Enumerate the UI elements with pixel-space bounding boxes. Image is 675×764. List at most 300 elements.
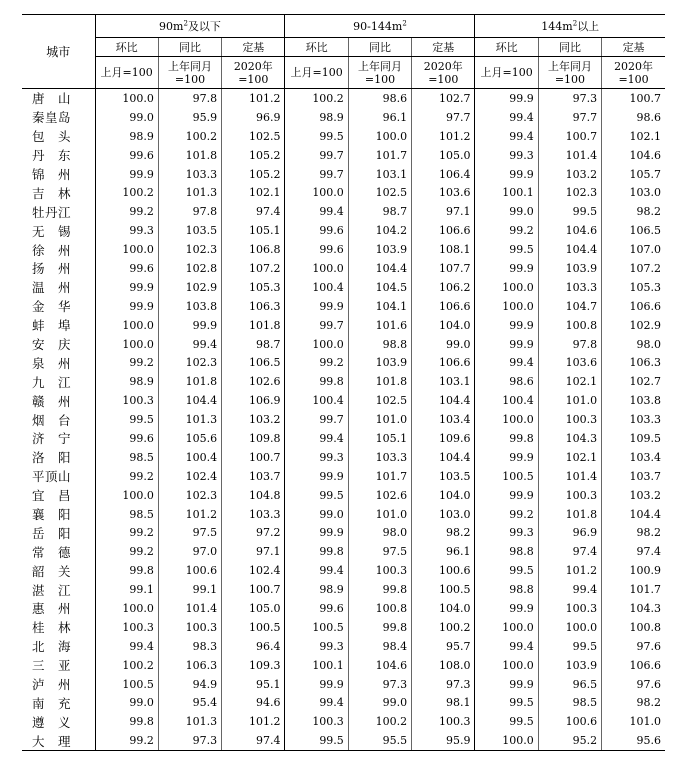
value-cell: 100.3 [538, 410, 601, 429]
value-cell: 97.3 [538, 89, 601, 108]
value-cell: 98.0 [348, 523, 411, 542]
value-cell: 99.0 [412, 335, 475, 354]
value-cell: 100.8 [602, 618, 665, 637]
table-row [22, 183, 665, 202]
city-cell: 牡丹江 [32, 204, 71, 220]
city-cell: 秦皇岛 [32, 110, 71, 126]
base-cell [95, 57, 158, 89]
base-cell [412, 57, 475, 89]
value-cell: 100.0 [475, 731, 538, 750]
base-line-1: 上月=100 [290, 66, 343, 79]
value-cell: 101.8 [348, 372, 411, 391]
value-cell: 97.8 [158, 202, 221, 221]
value-cell: 100.9 [602, 561, 665, 580]
value-cell: 99.6 [285, 599, 348, 618]
value-cell: 100.5 [412, 580, 475, 599]
value-cell: 103.7 [602, 467, 665, 486]
table-row [22, 221, 665, 240]
value-cell: 99.5 [285, 731, 348, 750]
city-cell: 遵义 [32, 714, 71, 730]
city-cell: 惠州 [32, 601, 71, 617]
city-cell: 无锡 [32, 223, 71, 239]
city-cell: 烟台 [32, 412, 71, 428]
value-cell: 99.3 [285, 637, 348, 656]
base-cell [222, 57, 285, 89]
value-cell: 100.0 [95, 89, 158, 108]
value-cell: 100.3 [412, 712, 475, 731]
value-cell: 99.0 [95, 694, 158, 713]
subheader-cell: 同比 [348, 38, 411, 57]
value-cell: 106.5 [222, 353, 285, 372]
value-cell: 97.7 [412, 108, 475, 127]
value-cell: 102.6 [222, 372, 285, 391]
value-cell: 101.2 [222, 89, 285, 108]
value-cell: 97.2 [222, 523, 285, 542]
value-cell: 95.9 [412, 731, 475, 750]
value-cell: 103.1 [412, 372, 475, 391]
city-cell: 常德 [32, 544, 71, 560]
value-cell: 99.7 [285, 146, 348, 165]
value-cell: 94.9 [158, 675, 221, 694]
subheader-cell: 同比 [158, 38, 221, 57]
value-cell: 99.5 [285, 486, 348, 505]
value-cell: 104.6 [538, 221, 601, 240]
value-cell: 100.8 [348, 599, 411, 618]
base-cell [602, 57, 665, 89]
value-cell: 100.4 [158, 448, 221, 467]
value-cell: 102.8 [158, 259, 221, 278]
value-cell: 100.7 [538, 127, 601, 146]
value-cell: 100.0 [95, 240, 158, 259]
value-cell: 97.4 [222, 202, 285, 221]
value-cell: 107.0 [602, 240, 665, 259]
value-cell: 99.4 [475, 108, 538, 127]
value-cell: 100.4 [285, 391, 348, 410]
value-cell: 102.4 [222, 561, 285, 580]
table-row [22, 89, 665, 108]
value-cell: 100.4 [475, 391, 538, 410]
city-cell: 宜昌 [32, 488, 71, 504]
table-row [22, 297, 665, 316]
subheader-cell: 环比 [475, 38, 538, 57]
value-cell: 102.3 [158, 353, 221, 372]
value-cell: 99.4 [285, 202, 348, 221]
value-cell: 103.7 [222, 467, 285, 486]
value-cell: 100.2 [158, 127, 221, 146]
value-cell: 99.9 [475, 448, 538, 467]
value-cell: 99.4 [285, 429, 348, 448]
city-cell: 徐州 [32, 242, 71, 258]
table-row [22, 467, 665, 486]
value-cell: 103.3 [602, 410, 665, 429]
value-cell: 99.9 [475, 316, 538, 335]
value-cell: 99.6 [285, 221, 348, 240]
value-cell: 100.2 [95, 183, 158, 202]
value-cell: 98.2 [602, 694, 665, 713]
value-cell: 99.2 [285, 353, 348, 372]
value-cell: 100.0 [285, 335, 348, 354]
value-cell: 107.2 [222, 259, 285, 278]
value-cell: 95.6 [602, 731, 665, 750]
value-cell: 98.8 [475, 580, 538, 599]
value-cell: 109.6 [412, 429, 475, 448]
value-cell: 99.9 [95, 165, 158, 184]
city-cell: 桂林 [32, 620, 71, 636]
value-cell: 106.8 [222, 240, 285, 259]
value-cell: 100.5 [285, 618, 348, 637]
subheader-cell: 环比 [95, 38, 158, 57]
value-cell: 100.2 [348, 712, 411, 731]
value-cell: 98.2 [602, 523, 665, 542]
value-cell: 103.6 [412, 183, 475, 202]
value-cell: 99.9 [475, 599, 538, 618]
value-cell: 99.5 [538, 637, 601, 656]
value-cell: 102.9 [602, 316, 665, 335]
value-cell: 103.3 [348, 448, 411, 467]
value-cell: 99.4 [538, 580, 601, 599]
value-cell: 96.5 [538, 675, 601, 694]
city-cell: 大理 [22, 731, 95, 750]
value-cell: 105.1 [222, 221, 285, 240]
value-cell: 104.0 [412, 486, 475, 505]
value-cell: 103.9 [348, 240, 411, 259]
value-cell: 95.2 [538, 731, 601, 750]
value-cell: 105.2 [222, 165, 285, 184]
table-row [22, 165, 665, 184]
value-cell: 105.7 [602, 165, 665, 184]
base-line-2: =100 [364, 72, 396, 86]
value-cell: 97.6 [602, 675, 665, 694]
value-cell: 102.5 [348, 391, 411, 410]
subheader-cell: 环比 [285, 38, 348, 57]
base-line-2: =100 [238, 72, 269, 86]
group-header-small: $90m^2$及以下 [95, 15, 285, 38]
value-cell: 99.7 [285, 316, 348, 335]
value-cell: 99.8 [475, 429, 538, 448]
value-cell: 99.7 [285, 165, 348, 184]
value-cell: 101.8 [158, 372, 221, 391]
value-cell: 99.2 [95, 542, 158, 561]
value-cell: 100.5 [95, 675, 158, 694]
value-cell: 96.1 [348, 108, 411, 127]
value-cell: 97.3 [412, 675, 475, 694]
value-cell: 106.6 [602, 656, 665, 675]
value-cell: 104.6 [348, 656, 411, 675]
value-cell: 99.8 [285, 372, 348, 391]
table-row [22, 372, 665, 391]
value-cell: 100.4 [285, 278, 348, 297]
value-cell: 105.3 [222, 278, 285, 297]
value-cell: 103.9 [538, 259, 601, 278]
value-cell: 101.4 [158, 599, 221, 618]
value-cell: 99.5 [475, 712, 538, 731]
value-cell: 100.3 [285, 712, 348, 731]
value-cell: 99.9 [95, 297, 158, 316]
value-cell: 104.0 [412, 599, 475, 618]
value-cell: 95.9 [158, 108, 221, 127]
value-cell: 98.9 [285, 108, 348, 127]
value-cell: 100.1 [285, 656, 348, 675]
value-cell: 106.9 [222, 391, 285, 410]
value-cell: 101.0 [348, 410, 411, 429]
value-cell: 99.6 [95, 146, 158, 165]
value-cell: 107.2 [602, 259, 665, 278]
value-cell: 100.0 [285, 183, 348, 202]
value-cell: 99.4 [475, 637, 538, 656]
value-cell: 99.6 [285, 240, 348, 259]
value-cell: 97.4 [222, 731, 285, 750]
value-cell: 99.4 [158, 335, 221, 354]
value-cell: 101.4 [538, 146, 601, 165]
value-cell: 98.3 [158, 637, 221, 656]
value-cell: 97.8 [158, 89, 221, 108]
value-cell: 102.7 [412, 89, 475, 108]
city-cell: 襄阳 [32, 507, 71, 523]
header-row-bases [22, 57, 665, 89]
value-cell: 100.3 [348, 561, 411, 580]
value-cell: 109.8 [222, 429, 285, 448]
value-cell: 103.8 [602, 391, 665, 410]
value-cell: 99.4 [285, 561, 348, 580]
table-row [22, 599, 665, 618]
value-cell: 100.0 [95, 486, 158, 505]
value-cell: 99.6 [95, 429, 158, 448]
table-row [22, 391, 665, 410]
table-row [22, 108, 665, 127]
value-cell: 100.3 [95, 391, 158, 410]
value-cell: 104.1 [348, 297, 411, 316]
value-cell: 106.3 [158, 656, 221, 675]
value-cell: 97.3 [158, 731, 221, 750]
value-cell: 99.9 [95, 278, 158, 297]
base-cell [285, 57, 348, 89]
value-cell: 100.1 [475, 183, 538, 202]
base-line-2: =100 [428, 72, 459, 86]
value-cell: 98.6 [348, 89, 411, 108]
value-cell: 100.0 [475, 410, 538, 429]
value-cell: 99.0 [95, 108, 158, 127]
value-cell: 99.4 [285, 694, 348, 713]
value-cell: 99.9 [285, 675, 348, 694]
value-cell: 101.7 [602, 580, 665, 599]
value-cell: 106.6 [412, 221, 475, 240]
value-cell: 98.1 [412, 694, 475, 713]
value-cell: 98.2 [412, 523, 475, 542]
value-cell: 99.2 [95, 353, 158, 372]
value-cell: 99.8 [95, 712, 158, 731]
value-cell: 100.7 [222, 580, 285, 599]
price-index-table-container [22, 14, 665, 751]
value-cell: 104.6 [602, 146, 665, 165]
value-cell: 99.9 [475, 675, 538, 694]
value-cell: 103.1 [348, 165, 411, 184]
value-cell: 103.9 [538, 656, 601, 675]
value-cell: 101.0 [538, 391, 601, 410]
city-cell: 泉州 [32, 355, 71, 371]
base-line-1: 上年同月 [357, 59, 402, 73]
value-cell: 101.2 [538, 561, 601, 580]
value-cell: 100.3 [538, 599, 601, 618]
value-cell: 97.4 [602, 542, 665, 561]
value-cell: 99.1 [95, 580, 158, 599]
value-cell: 104.4 [412, 391, 475, 410]
value-cell: 96.1 [412, 542, 475, 561]
table-row [22, 523, 665, 542]
value-cell: 108.1 [412, 240, 475, 259]
value-cell: 100.2 [285, 89, 348, 108]
value-cell: 106.5 [602, 221, 665, 240]
city-cell: 三亚 [32, 658, 71, 674]
city-cell: 韶关 [32, 563, 71, 579]
value-cell: 101.3 [158, 183, 221, 202]
value-cell: 104.2 [348, 221, 411, 240]
value-cell: 95.1 [222, 675, 285, 694]
subheader-cell: 同比 [538, 38, 601, 57]
header-row-groups [22, 15, 665, 38]
value-cell: 100.3 [95, 618, 158, 637]
value-cell: 101.8 [222, 316, 285, 335]
value-cell: 105.2 [222, 146, 285, 165]
value-cell: 98.8 [475, 542, 538, 561]
value-cell: 99.9 [475, 335, 538, 354]
value-cell: 99.0 [348, 694, 411, 713]
value-cell: 98.7 [348, 202, 411, 221]
value-cell: 99.0 [475, 202, 538, 221]
value-cell: 95.5 [348, 731, 411, 750]
value-cell: 99.9 [285, 523, 348, 542]
base-line-1: 2020年 [614, 59, 654, 73]
value-cell: 100.0 [95, 316, 158, 335]
table-row [22, 146, 665, 165]
value-cell: 99.4 [475, 127, 538, 146]
city-header: 城市 [22, 15, 95, 89]
value-cell: 101.2 [412, 127, 475, 146]
table-row [22, 731, 665, 750]
value-cell: 99.5 [475, 561, 538, 580]
city-cell: 包头 [32, 129, 71, 145]
table-row [22, 410, 665, 429]
base-cell [348, 57, 411, 89]
table-row [22, 486, 665, 505]
value-cell: 100.6 [538, 712, 601, 731]
city-cell: 安庆 [32, 337, 71, 353]
value-cell: 101.6 [348, 316, 411, 335]
value-cell: 104.3 [538, 429, 601, 448]
value-cell: 104.4 [412, 448, 475, 467]
value-cell: 102.9 [158, 278, 221, 297]
table-row [22, 448, 665, 467]
value-cell: 98.5 [95, 505, 158, 524]
city-cell: 岳阳 [32, 525, 71, 541]
value-cell: 99.9 [285, 467, 348, 486]
value-cell: 107.7 [412, 259, 475, 278]
value-cell: 102.3 [538, 183, 601, 202]
value-cell: 98.2 [602, 202, 665, 221]
header-row-subheaders [22, 38, 665, 57]
value-cell: 104.4 [158, 391, 221, 410]
city-cell: 扬州 [32, 261, 71, 277]
value-cell: 99.2 [475, 221, 538, 240]
value-cell: 100.3 [538, 486, 601, 505]
value-cell: 99.5 [475, 240, 538, 259]
value-cell: 101.7 [348, 146, 411, 165]
value-cell: 97.5 [158, 523, 221, 542]
base-line-1: 2020年 [423, 59, 463, 73]
value-cell: 100.0 [475, 656, 538, 675]
table-row [22, 353, 665, 372]
table-row [22, 240, 665, 259]
value-cell: 97.1 [412, 202, 475, 221]
value-cell: 98.6 [602, 108, 665, 127]
value-cell: 103.4 [412, 410, 475, 429]
value-cell: 102.6 [348, 486, 411, 505]
value-cell: 98.4 [348, 637, 411, 656]
value-cell: 99.9 [158, 316, 221, 335]
value-cell: 96.9 [538, 523, 601, 542]
value-cell: 104.7 [538, 297, 601, 316]
value-cell: 102.1 [538, 372, 601, 391]
value-cell: 99.9 [475, 259, 538, 278]
value-cell: 103.5 [158, 221, 221, 240]
value-cell: 103.2 [222, 410, 285, 429]
group-header-medium: $90-144m^2$ [285, 15, 475, 38]
base-cell [158, 57, 221, 89]
value-cell: 100.6 [412, 561, 475, 580]
value-cell: 98.5 [538, 694, 601, 713]
value-cell: 100.0 [475, 618, 538, 637]
value-cell: 99.7 [285, 410, 348, 429]
value-cell: 99.3 [285, 448, 348, 467]
value-cell: 102.5 [348, 183, 411, 202]
value-cell: 105.1 [348, 429, 411, 448]
city-cell: 北海 [32, 639, 71, 655]
value-cell: 101.8 [538, 505, 601, 524]
value-cell: 104.0 [412, 316, 475, 335]
value-cell: 105.3 [602, 278, 665, 297]
value-cell: 100.2 [412, 618, 475, 637]
value-cell: 98.7 [222, 335, 285, 354]
city-cell: 金华 [32, 299, 71, 315]
value-cell: 105.0 [222, 599, 285, 618]
value-cell: 101.7 [348, 467, 411, 486]
value-cell: 100.6 [158, 561, 221, 580]
table-row [22, 618, 665, 637]
value-cell: 99.9 [475, 486, 538, 505]
value-cell: 103.5 [412, 467, 475, 486]
value-cell: 108.0 [412, 656, 475, 675]
city-cell: 锦州 [32, 167, 71, 182]
base-line-2: =100 [618, 72, 649, 86]
value-cell: 99.5 [538, 202, 601, 221]
value-cell: 99.2 [475, 505, 538, 524]
city-cell: 九江 [32, 374, 71, 390]
value-cell: 99.5 [475, 694, 538, 713]
value-cell: 98.0 [602, 335, 665, 354]
value-cell: 97.8 [538, 335, 601, 354]
base-cell [475, 57, 538, 89]
value-cell: 103.0 [602, 183, 665, 202]
city-cell: 丹东 [32, 148, 71, 164]
city-cell: 吉林 [32, 185, 71, 201]
base-line-1: 上月=100 [480, 66, 533, 79]
value-cell: 99.1 [158, 580, 221, 599]
table-row [22, 316, 665, 335]
value-cell: 106.3 [222, 297, 285, 316]
value-cell: 99.8 [285, 542, 348, 561]
value-cell: 97.5 [348, 542, 411, 561]
value-cell: 104.4 [602, 505, 665, 524]
city-cell: 洛阳 [32, 450, 71, 466]
